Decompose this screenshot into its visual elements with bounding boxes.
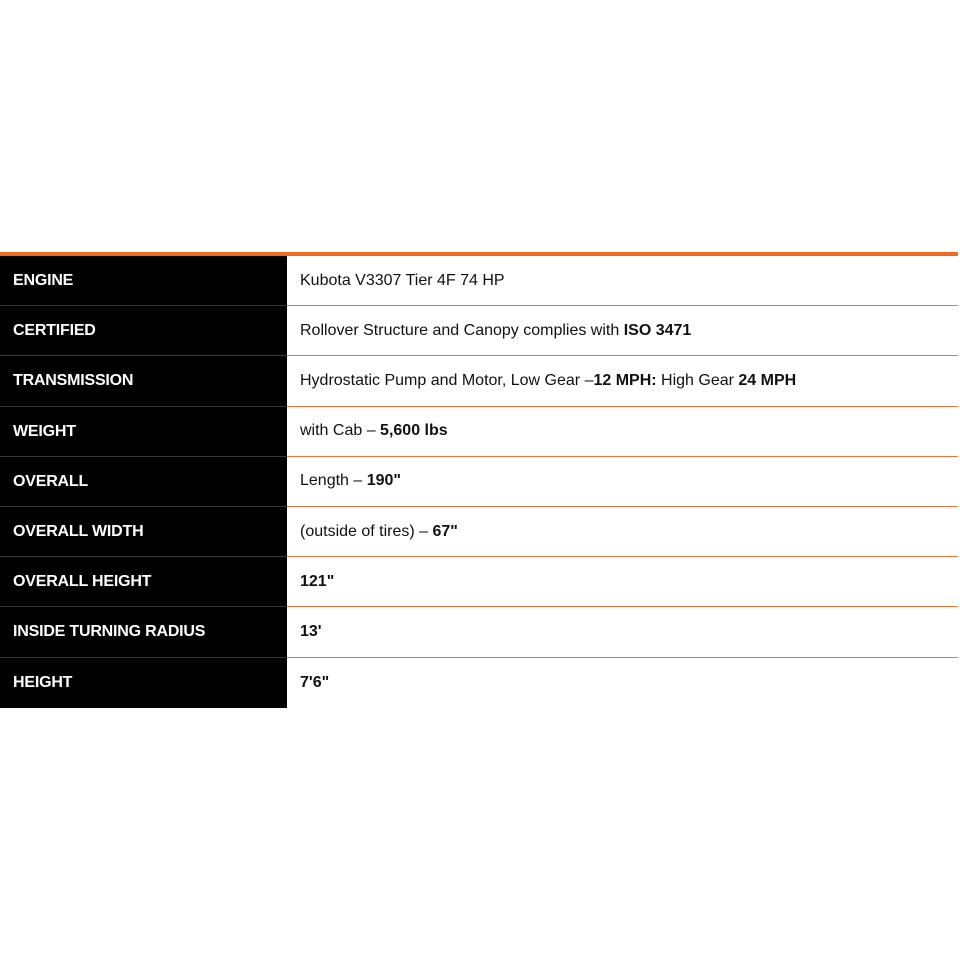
spec-value [287,356,958,406]
spec-value-bold: ISO 3471 [623,321,692,339]
spec-value-bold: 12 MPH: [593,371,657,389]
spec-value-text: with Cab – [300,422,381,440]
spec-label: OVERALL WIDTH [0,507,287,557]
spec-row-overall-height [0,557,958,607]
spec-value [287,306,958,356]
spec-label: HEIGHT [0,658,287,708]
spec-value [287,658,958,708]
spec-row-certified [0,306,958,356]
spec-label: TRANSMISSION [0,356,287,406]
spec-value-bold: 190" [366,472,402,490]
spec-row-height [0,658,958,708]
spec-value [287,407,958,457]
spec-value-text: (outside of tires) – [300,522,433,540]
spec-value [287,607,958,657]
spec-value-text: Rollover Structure and Canopy complies with [300,321,624,339]
spec-row-overall [0,457,958,507]
spec-value [287,557,958,607]
spec-value [287,256,958,306]
spec-value-text: Hydrostatic Pump and Motor, Low Gear – [300,371,594,389]
spec-value-bold: 121" [300,572,335,590]
spec-value-text: Kubota V3307 Tier 4F 74 HP [300,271,505,289]
spec-label: ENGINE [0,256,287,306]
spec-label: WEIGHT [0,407,287,457]
spec-row-inside-turning-radius [0,607,958,657]
spec-row-transmission [0,356,958,406]
spec-label: INSIDE TURNING RADIUS [0,607,287,657]
spec-value [287,457,958,507]
spec-row-weight [0,407,958,457]
spec-value-bold: 67" [432,522,458,540]
spec-table [0,252,958,708]
spec-label: OVERALL [0,457,287,507]
spec-value-bold: 7'6" [300,673,330,691]
spec-label: OVERALL HEIGHT [0,557,287,607]
spec-value-bold: 24 MPH [738,371,797,389]
spec-row-overall-width [0,507,958,557]
spec-label: CERTIFIED [0,306,287,356]
spec-row-engine [0,256,958,306]
spec-value-text: High Gear [656,371,739,389]
spec-value [287,507,958,557]
spec-value-bold: 5,600 lbs [380,422,448,440]
spec-value-bold: 13' [300,622,322,640]
spec-value-text: Length – [300,472,367,490]
